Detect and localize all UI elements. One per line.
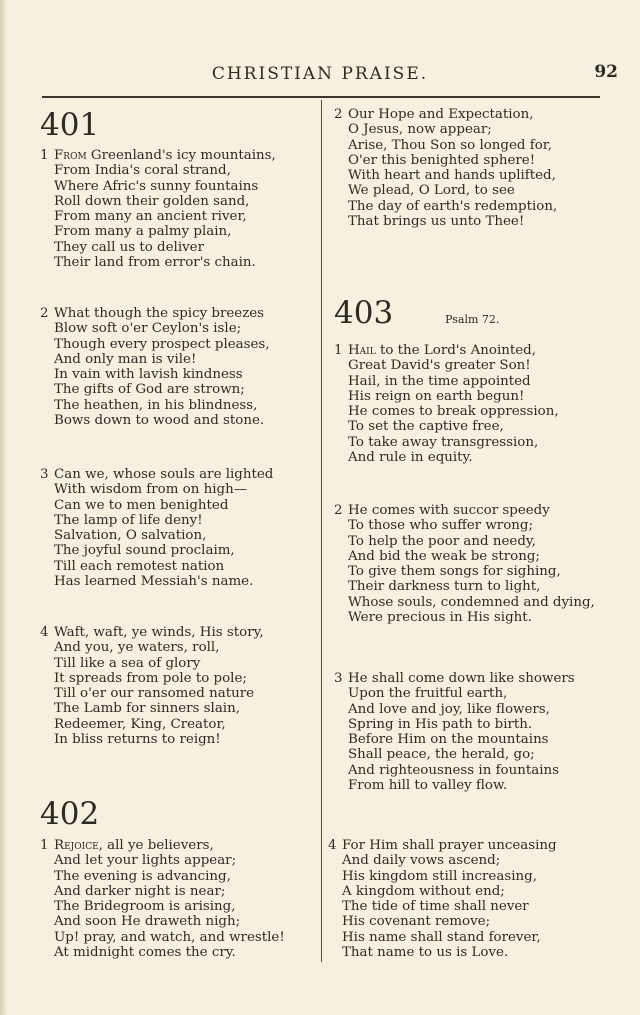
verse-line: The day of earth's redemption, — [348, 198, 558, 214]
verse-first-word: Hail — [348, 343, 376, 358]
header-rule — [42, 96, 600, 98]
verse-first-word: Rejoice — [54, 838, 99, 853]
column-divider — [321, 100, 322, 962]
verse-line: 3 He shall come down like showers — [334, 671, 575, 686]
hymn-402-verse-2 — [334, 107, 557, 229]
verse-line: The Lamb for sinners slain, — [54, 701, 240, 717]
hymn-401-verse-1 — [40, 148, 276, 270]
verse-line: The evening is advancing, — [54, 868, 231, 884]
verse-line: From many a palmy plain, — [54, 224, 232, 240]
hymn-403-number: 403 — [334, 295, 394, 331]
verse-line: To take away transgression, — [348, 434, 539, 450]
verse-line: 1 Hail to the Lord's Anointed, — [334, 343, 536, 358]
verse-number: 4 — [40, 625, 49, 640]
verse-line: The gifts of God are strown; — [54, 382, 245, 398]
verse-line: From India's coral strand, — [54, 163, 231, 179]
verse-line: 2 What though the spicy breezes — [40, 306, 265, 321]
verse-line: Blow soft o'er Ceylon's isle; — [54, 321, 242, 337]
verse-line: And daily vows ascend; — [342, 853, 501, 869]
verse-line: From many an ancient river, — [54, 209, 247, 225]
verse-line: Roll down their golden sand, — [54, 193, 250, 209]
verse-line: 3 Can we, whose souls are lighted — [40, 467, 274, 482]
page-spine-shadow — [0, 0, 8, 1015]
verse-line: We plead, O Lord, to see — [348, 183, 515, 199]
verse-line: And rule in equity. — [348, 450, 473, 466]
verse-line: At midnight comes the cry. — [54, 945, 236, 961]
verse-line: Upon the fruitful earth, — [348, 686, 508, 702]
verse-line: With wisdom from on high— — [54, 482, 248, 498]
verse-line: 1 From Greenland's icy mountains, — [40, 148, 276, 163]
verse-line: Where Afric's sunny fountains — [54, 178, 259, 194]
verse-line: Spring in His path to birth. — [348, 716, 533, 732]
verse-number: 1 — [40, 838, 49, 853]
verse-line: Till each remotest nation — [54, 558, 225, 574]
verse-line: 1 Rejoice, all ye believers, — [40, 838, 214, 853]
page-header-title: CHRISTIAN PRAISE. — [211, 64, 429, 84]
verse-line: Can we to men benighted — [54, 497, 229, 513]
verse-line: Their darkness turn to light, — [348, 579, 541, 595]
verse-line: Whose souls, condemned and dying, — [348, 594, 595, 610]
hymn-401-verse-2 — [40, 306, 270, 428]
verse-line: Arise, Thou Son so longed for, — [348, 137, 552, 153]
hymn-403-verse-2 — [334, 503, 595, 625]
verse-line: To give them songs for sighing, — [348, 564, 561, 580]
verse-first-word: From — [54, 148, 87, 163]
verse-line: 4 Waft, waft, ye winds, His story, — [40, 625, 264, 640]
verse-line: It spreads from pole to pole; — [54, 670, 247, 686]
verse-number: 2 — [40, 306, 49, 321]
verse-line: His name shall stand forever, — [342, 929, 541, 945]
hymn-403-heading — [334, 296, 499, 330]
hymn-403-verse-1 — [334, 343, 559, 465]
verse-line: 2 He comes with succor speedy — [334, 503, 550, 518]
verse-line: And darker night is near; — [54, 883, 226, 899]
verse-line: 4 For Him shall prayer unceasing — [328, 838, 557, 853]
verse-line: With heart and hands uplifted, — [348, 168, 556, 184]
verse-line: Great David's greater Son! — [348, 358, 531, 374]
hymn-401-verse-3 — [40, 467, 273, 589]
verse-line: Bows down to wood and stone. — [54, 413, 265, 429]
verse-line: He comes to break oppression, — [348, 404, 559, 420]
verse-line: And let your lights appear; — [54, 853, 237, 869]
verse-line: To set the captive free, — [348, 419, 504, 435]
hymn-401-number: 401 — [40, 107, 100, 143]
verse-line: From hill to valley flow. — [348, 778, 508, 794]
verse-line: Till o'er our ransomed nature — [54, 686, 255, 702]
hymn-401-verse-4 — [40, 625, 264, 747]
hymn-403-verse-4 — [328, 838, 557, 960]
verse-line: Up! pray, and watch, and wrestle! — [54, 929, 285, 945]
verse-number: 2 — [334, 107, 343, 122]
verse-line: His reign on earth begun! — [348, 388, 525, 404]
verse-line: Hail, in the time appointed — [348, 373, 531, 389]
verse-line: The Bridegroom is arising, — [54, 899, 236, 915]
verse-line: Redeemer, King, Creator, — [54, 716, 226, 732]
verse-line: Were precious in His sight. — [348, 610, 532, 626]
verse-number: 3 — [334, 671, 343, 686]
hymn-403-verse-3 — [334, 671, 575, 793]
verse-line: To help the poor and needy, — [348, 533, 536, 549]
verse-line: Till like a sea of glory — [54, 655, 201, 671]
verse-line: Though every prospect pleases, — [54, 336, 270, 352]
verse-line: The lamp of life deny! — [54, 512, 203, 528]
verse-number: 1 — [40, 148, 49, 163]
verse-line: That brings us unto Thee! — [348, 214, 525, 230]
page-number: 92 — [594, 62, 618, 82]
verse-line: His kingdom still increasing, — [342, 868, 537, 884]
verse-line: Before Him on the mountains — [348, 732, 549, 748]
verse-line: And love and joy, like flowers, — [348, 701, 550, 717]
verse-line: 2 Our Hope and Expectation, — [334, 107, 534, 122]
verse-line: Their land from error's chain. — [54, 255, 256, 271]
verse-line: Has learned Messiah's name. — [54, 574, 254, 590]
verse-line: In vain with lavish kindness — [54, 367, 243, 383]
verse-line: A kingdom without end; — [342, 883, 505, 899]
verse-line: O Jesus, now appear; — [348, 122, 492, 138]
verse-line: And bid the weak be strong; — [348, 548, 540, 564]
verse-number: 3 — [40, 467, 49, 482]
verse-number: 1 — [334, 343, 343, 358]
verse-line: In bliss returns to reign! — [54, 732, 221, 748]
verse-line: O'er this benighted sphere! — [348, 152, 536, 168]
verse-line: And soon He draweth nigh; — [54, 914, 241, 930]
hymn-402-verse-1 — [40, 838, 285, 960]
verse-line: And you, ye waters, roll, — [54, 640, 220, 656]
verse-line: That name to us is Love. — [342, 945, 509, 961]
verse-line: The tide of time shall never — [342, 899, 529, 915]
verse-number: 2 — [334, 503, 343, 518]
verse-line: The joyful sound proclaim, — [54, 543, 235, 559]
verse-line: The heathen, in his blindness, — [54, 397, 258, 413]
hymn-403-reference: Psalm 72. — [445, 313, 500, 326]
verse-line: Salvation, O salvation, — [54, 528, 207, 544]
hymn-402-number: 402 — [40, 796, 100, 832]
verse-line: And righteousness in fountains — [348, 762, 559, 778]
verse-number: 4 — [328, 838, 337, 853]
verse-line: To those who suffer wrong; — [348, 518, 533, 534]
verse-line: His covenant remove; — [342, 914, 491, 930]
verse-line: And only man is vile! — [54, 351, 197, 367]
verse-line: They call us to deliver — [54, 239, 205, 255]
verse-line: Shall peace, the herald, go; — [348, 747, 535, 763]
